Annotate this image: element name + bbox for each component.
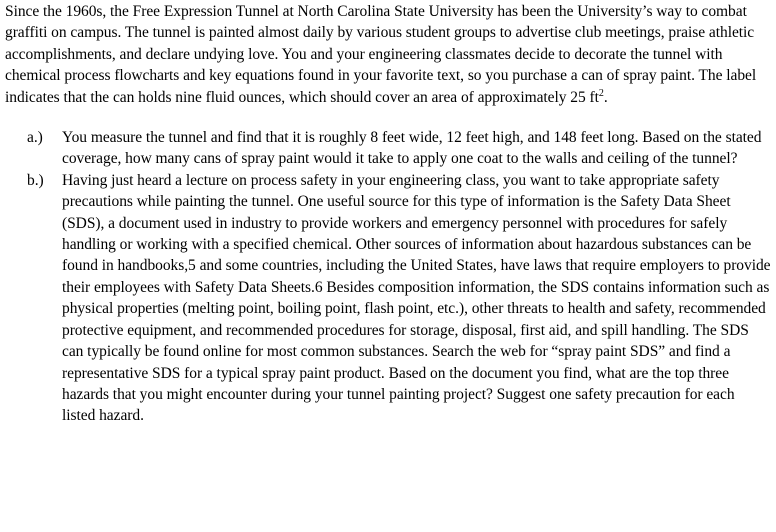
intro-text: Since the 1960s, the Free Expression Tunnel at North Carolina State University has been the University’s way to combat graffiti on campus. The tunnel is painted almost daily by various student groups to advertise club meetings, praise athletic accomplishments, and declare undying love. You and your engineering classmates decide to decorate the tunnel with chemical process flowcharts and key equations found in your favorite text, so you purchase a can of spray paint. The label indicates that the can holds nine fluid ounces, which should cover an area of approximately 25 ft xyxy=(5,3,757,106)
question-a-marker: a.) xyxy=(27,129,43,147)
intro-period: . xyxy=(603,88,608,106)
question-list xyxy=(5,127,771,427)
area-unit-superscript: 2 xyxy=(598,87,604,99)
document-page xyxy=(5,0,771,427)
question-a-text: You measure the tunnel and find that it is roughly 8 feet wide, 12 feet high, and 148 feet long. Based on the stated coverage, how many cans of spray paint would it take to apply one coat to the walls and ceiling of the tunnel? xyxy=(62,129,762,168)
question-a xyxy=(5,127,771,170)
question-b-text: Having just heard a lecture on process safety in your engineering class, you want to take appropriate safety precautions while painting the tunnel. One useful source for this type of information is the Safety Data Sheet (SDS), a document used in industry to provide workers and emergency personnel with procedures for safely handling or working with a specified chemical. Other sources of information about hazardous substances can be found in handbooks,5 and some countries, including the United States, have laws that require employers to provide their employees with Safety Data Sheets.6 Besides composition information, the SDS contains information such as physical properties (melting point, boiling point, flash point, etc.), other threats to health and safety, recommended protective equipment, and recommended procedures for storage, disposal, first aid, and spill handling. The SDS can typically be found online for most common substances. Search the web for “spray paint SDS” and find a representative SDS for a typical spray paint product. Based on the document you find, what are the top three hazards that you might encounter during your tunnel painting project? Suggest one safety precaution for each listed hazard. xyxy=(62,171,771,425)
question-b xyxy=(5,170,771,427)
question-b-marker: b.) xyxy=(27,171,44,189)
intro-paragraph xyxy=(5,1,771,108)
